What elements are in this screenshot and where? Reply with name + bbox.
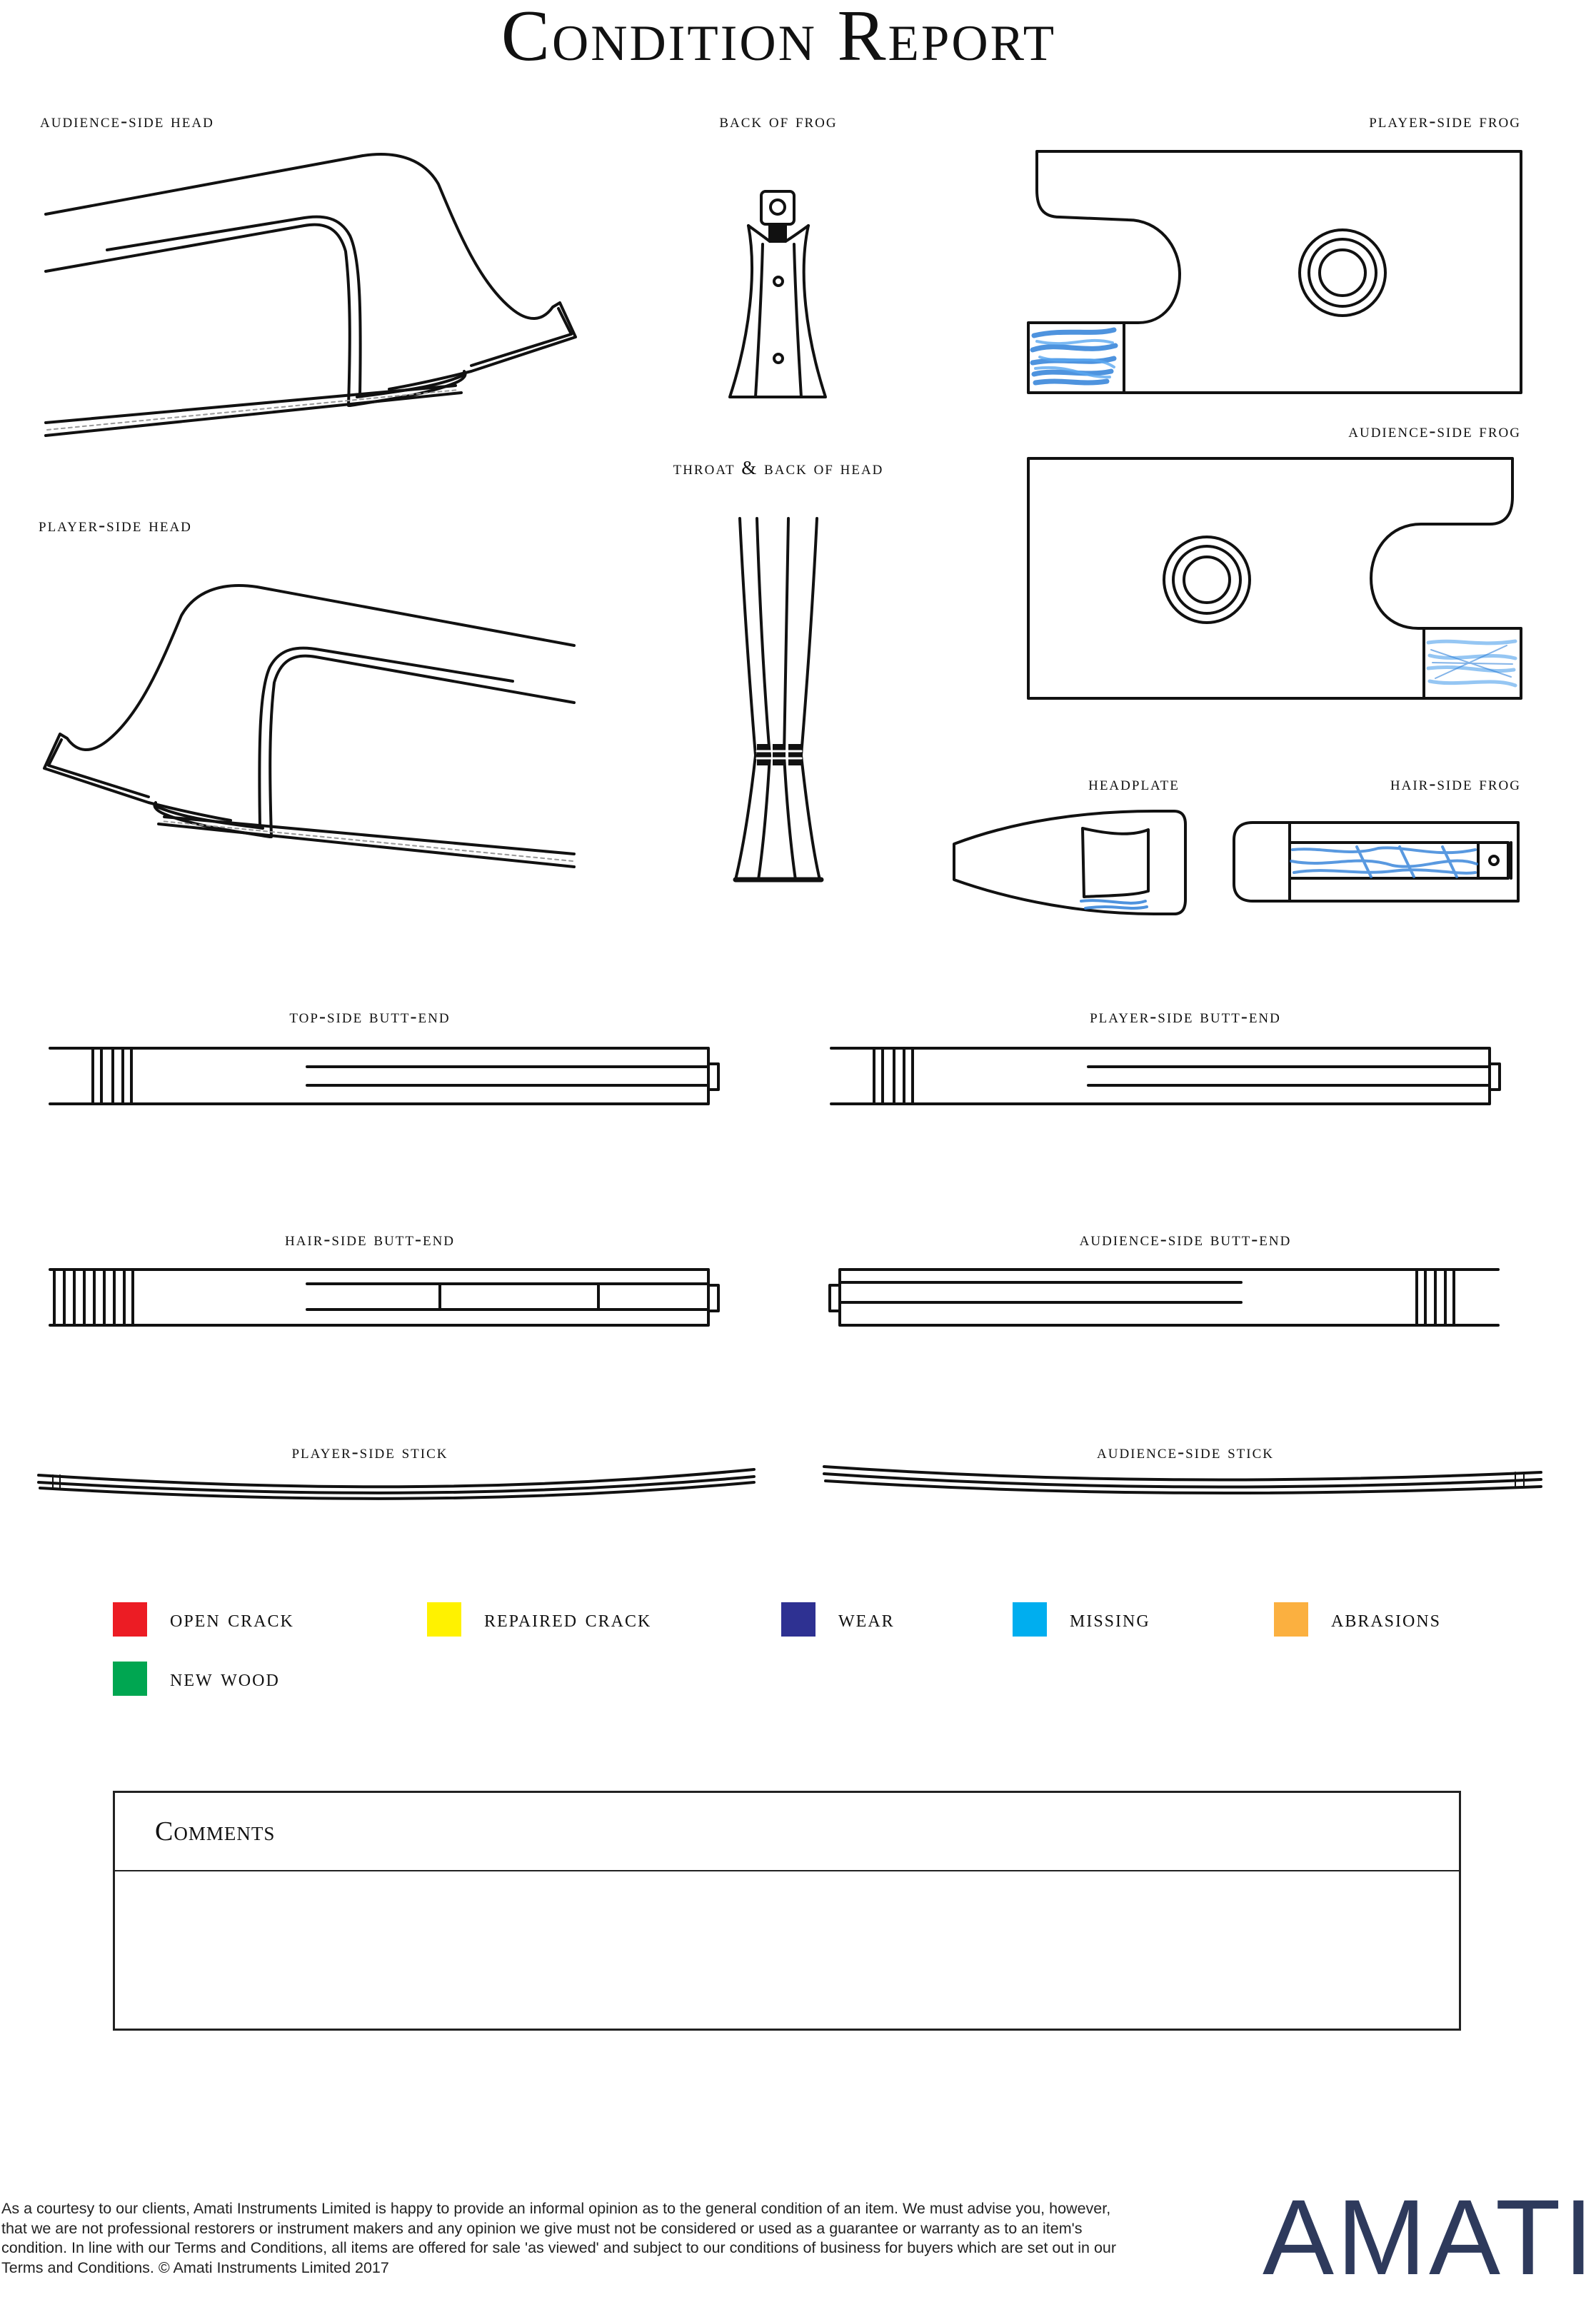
label-player-side-head: player-side head [39,514,192,536]
legend-label: open crack [170,1606,294,1632]
legend-label: abrasions [1331,1606,1442,1632]
label-player-side-stick: player-side stick [291,1441,448,1462]
legend-label: missing [1070,1606,1150,1632]
headplate-drawing[interactable] [954,811,1185,914]
swatch-repaired-crack [427,1602,461,1637]
audience-side-stick-drawing[interactable] [824,1467,1541,1493]
comments-box [113,1791,1461,2031]
swatch-wear [781,1602,815,1637]
label-hair-side-butt-end: hair-side butt-end [284,1228,456,1250]
label-throat-back-of-head: throat & back of head [673,457,884,478]
label-audience-side-butt-end: audience-side butt-end [1079,1228,1292,1250]
comments-field[interactable] [115,1871,1459,2029]
swatch-abrasions [1274,1602,1308,1637]
swatch-new-wood [113,1662,147,1696]
missing-mark-hair-frog [1291,847,1477,877]
amati-logo: AMATI [1263,2177,1596,2297]
top-side-butt-end-drawing[interactable] [50,1048,718,1104]
page-title: Condition Report [501,0,1057,76]
label-audience-side-stick: audience-side stick [1097,1441,1274,1462]
label-player-side-butt-end: player-side butt-end [1090,1005,1281,1027]
label-back-of-frog: back of frog [719,110,838,131]
legend-repaired-crack [427,1602,651,1637]
legend-label: wear [838,1606,895,1632]
label-top-side-butt-end: top-side butt-end [289,1005,451,1027]
player-side-frog-drawing[interactable] [1028,151,1521,393]
legend-new-wood [113,1661,280,1697]
label-hair-side-frog: hair-side frog [1390,773,1521,794]
missing-mark-headplate [1081,900,1147,908]
swatch-open-crack [113,1602,147,1637]
disclaimer-text: As a courtesy to our clients, Amati Instruments Limited is happy to provide an informal opinion as to the general condition of an item. We must advise you, however, that we are not professional restorers or instrument makers and any opinion we give must not be considered or used as a guarantee or warranty as to an item's condition. In line with our Terms and Conditions, all items are offered for sale 'as viewed' and subject to our conditions of business for buyers which are set out in our Terms and Conditions. © Amati Instruments Limited 2017 [1,2200,1117,2276]
legend-label: new wood [170,1665,280,1692]
throat-back-of-head-drawing[interactable] [736,518,821,880]
hair-side-frog-drawing[interactable] [1234,823,1518,901]
player-side-butt-end-drawing[interactable] [831,1048,1500,1104]
player-side-head-drawing[interactable] [44,585,574,867]
label-player-side-frog: player-side frog [1369,110,1521,131]
hair-side-butt-end-drawing[interactable] [50,1270,718,1325]
swatch-missing [1013,1602,1047,1637]
audience-side-frog-drawing[interactable] [1028,458,1521,698]
player-side-stick-drawing[interactable] [39,1469,754,1499]
legend-open-crack [113,1602,294,1637]
audience-side-butt-end-drawing[interactable] [830,1270,1498,1325]
label-audience-side-frog: audience-side frog [1348,420,1521,441]
legend-label: repaired crack [484,1606,652,1632]
back-of-frog-drawing[interactable] [730,191,825,397]
label-audience-side-head: audience-side head [40,110,214,131]
comments-title: Comments [155,1816,276,1846]
legend-wear [781,1602,895,1637]
legend-missing [1013,1602,1150,1637]
label-headplate: headplate [1088,773,1180,794]
audience-side-head-drawing[interactable] [46,154,576,436]
missing-mark-player-frog [1033,330,1115,383]
legend-abrasions [1274,1602,1441,1637]
comments-header [115,1793,1459,1871]
